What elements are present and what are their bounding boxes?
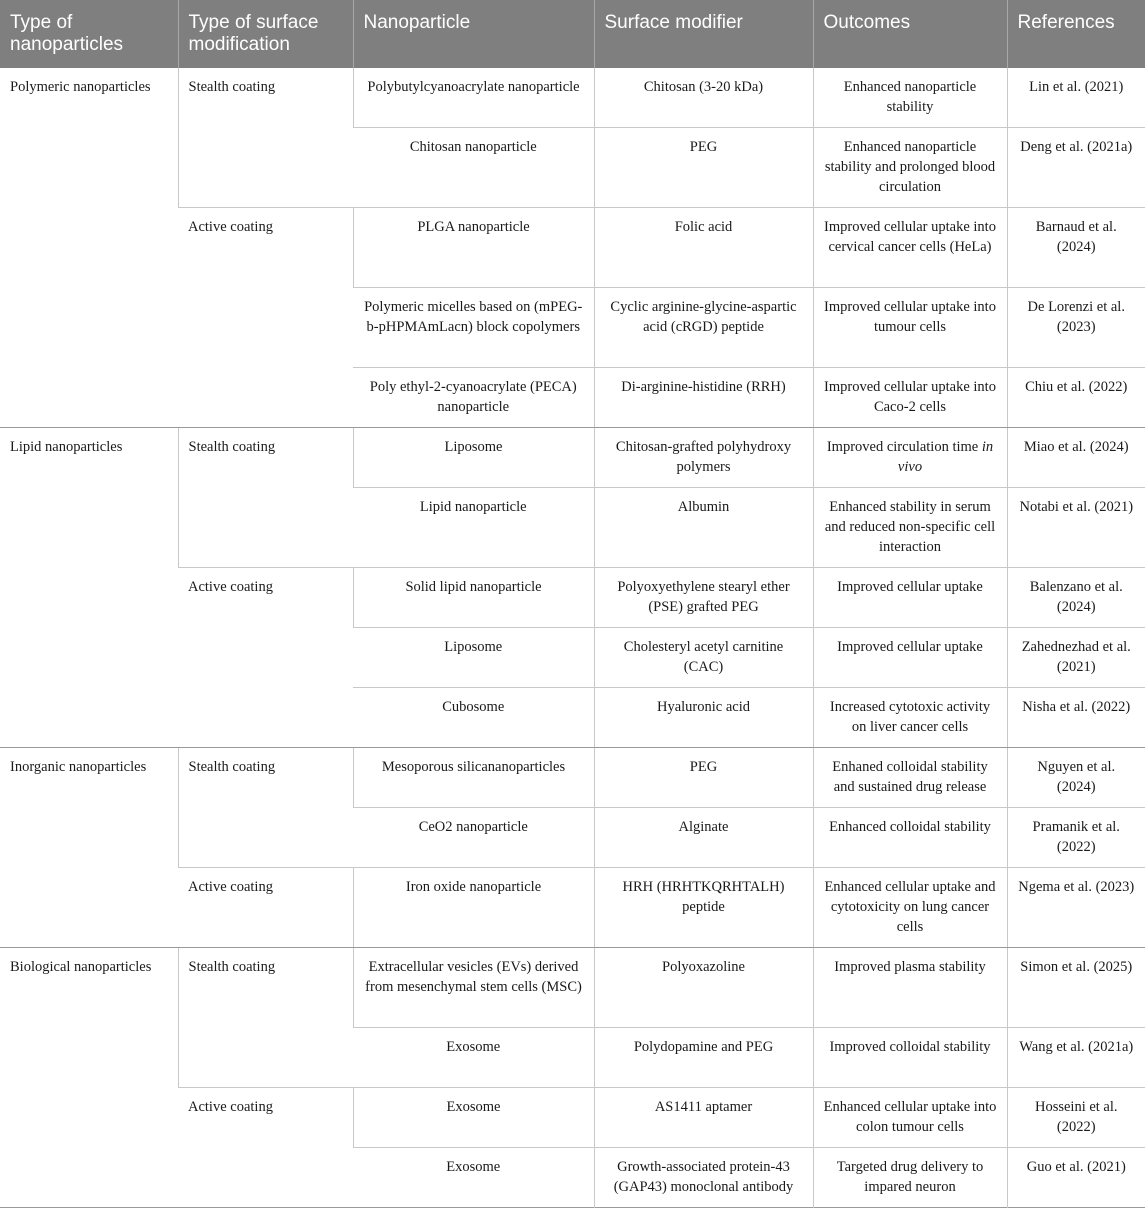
nanoparticle-cell: Liposome <box>353 628 594 688</box>
modifier-cell: Di-arginine-histidine (RRH) <box>594 368 813 428</box>
reference-cell: Lin et al. (2021) <box>1007 68 1145 128</box>
outcome-cell: Enhanced cellular uptake and cytotoxicity on lung cancer cells <box>813 868 1007 948</box>
outcome-cell: Enhanced nanoparticle stability and prolonged blood circulation <box>813 128 1007 208</box>
table-row <box>0 428 1145 488</box>
modification-type-cell: Active coating <box>188 1099 273 1115</box>
outcome-cell: Enhanced stability in serum and reduced non-specific cell interaction <box>813 488 1007 568</box>
modifier-cell: Chitosan (3-20 kDa) <box>594 68 813 128</box>
reference-cell: Simon et al. (2025) <box>1007 948 1145 1028</box>
modification-type-cell: Active coating <box>178 568 353 748</box>
modifier-cell: AS1411 aptamer <box>594 1088 813 1148</box>
outcome-cell: Improved colloidal stability <box>813 1028 1007 1088</box>
nanoparticle-cell: Chitosan nanoparticle <box>353 128 594 208</box>
nanoparticle-cell: Liposome <box>353 428 594 488</box>
reference-cell: Nguyen et al. (2024) <box>1007 748 1145 808</box>
table-header <box>0 0 1145 68</box>
outcome-text: Improved circulation time <box>826 439 979 455</box>
outcome-cell: Improved cellular uptake <box>813 628 1007 688</box>
nanoparticle-cell: PLGA nanoparticle <box>353 208 594 288</box>
modification-type-cell: Active coating <box>178 208 353 428</box>
modification-type-cell: Active coating <box>178 868 353 948</box>
modifier-cell: PEG <box>594 748 813 808</box>
nanoparticle-cell: Exosome <box>446 1159 501 1175</box>
outcome-cell: Enhanced nanoparticle stability <box>813 68 1007 128</box>
reference-cell: Notabi et al. (2021) <box>1007 488 1145 568</box>
reference-cell: Deng et al. (2021a) <box>1007 128 1145 208</box>
header-outcomes: Outcomes <box>813 0 1007 68</box>
group-type-cell: Polymeric nanoparticles <box>0 68 178 428</box>
reference-cell: Barnaud et al. (2024) <box>1007 208 1145 288</box>
outcome-cell <box>813 428 1007 488</box>
outcome-cell: Improved cellular uptake <box>813 568 1007 628</box>
table-row <box>0 748 1145 808</box>
group-type-cell: Inorganic nanoparticles <box>0 748 178 948</box>
header-type-of-surface-modification: Type of surface modification <box>178 0 353 68</box>
reference-cell: Wang et al. (2021a) <box>1007 1028 1145 1088</box>
nanoparticle-cell: Extracellular vesicles (EVs) derived from mesenchymal stem cells (MSC) <box>353 948 594 1028</box>
modifier-cell: Polydopamine and PEG <box>594 1028 813 1088</box>
modification-type-cell: Stealth coating <box>178 948 353 1088</box>
group-type-cell: Lipid nanoparticles <box>0 428 178 748</box>
nanoparticle-cell: Mesoporous silicananoparticles <box>353 748 594 808</box>
table-row <box>0 68 1145 128</box>
modification-type-cell: Stealth coating <box>178 68 353 208</box>
table-row <box>0 948 1145 1028</box>
nanoparticle-cell: Exosome <box>353 1088 594 1148</box>
header-type-of-nanoparticles: Type of nanoparticles <box>0 0 178 68</box>
outcome-cell: Increased cytotoxic activity on liver cancer cells <box>813 688 1007 748</box>
modifier-cell: Cholesteryl acetyl carnitine (CAC) <box>594 628 813 688</box>
nanoparticle-cell: Poly ethyl-2-cyanoacrylate (PECA) nanoparticle <box>353 368 594 428</box>
header-surface-modifier: Surface modifier <box>594 0 813 68</box>
nanoparticle-cell: Polybutylcyanoacrylate nanoparticle <box>353 68 594 128</box>
reference-cell: Hosseini et al. (2022) <box>1007 1088 1145 1148</box>
modifier-cell: Polyoxyethylene stearyl ether (PSE) grafted PEG <box>594 568 813 628</box>
modifier-cell: PEG <box>594 128 813 208</box>
nanoparticle-cell: Exosome <box>353 1028 594 1088</box>
nanoparticle-cell: Solid lipid nanoparticle <box>353 568 594 628</box>
nanoparticle-cell: Lipid nanoparticle <box>353 488 594 568</box>
outcome-cell: Enhaned colloidal stability and sustained drug release <box>813 748 1007 808</box>
modifier-cell: Hyaluronic acid <box>594 688 813 748</box>
outcome-cell: Improved cellular uptake into cervical cancer cells (HeLa) <box>813 208 1007 288</box>
outcome-cell: Improved cellular uptake into tumour cells <box>813 288 1007 368</box>
modifier-cell: Folic acid <box>594 208 813 288</box>
header-references: References <box>1007 0 1145 68</box>
outcome-cell: Enhanced cellular uptake into colon tumour cells <box>813 1088 1007 1148</box>
header-nanoparticle: Nanoparticle <box>353 0 594 68</box>
table-body <box>0 68 1145 1208</box>
reference-cell: Guo et al. (2021) <box>1007 1148 1145 1208</box>
modification-type-cell: Stealth coating <box>178 748 353 868</box>
nanoparticle-cell: CeO2 nanoparticle <box>353 808 594 868</box>
modifier-cell: Growth-associated protein-43 (GAP43) monoclonal antibody <box>594 1148 813 1208</box>
nanoparticle-cell: Cubosome <box>353 688 594 748</box>
modifier-cell: HRH (HRHTKQRHTALH) peptide <box>594 868 813 948</box>
header-row <box>0 0 1145 68</box>
group-type-cell: Biological nanoparticles <box>10 959 152 975</box>
outcome-cell: Enhanced colloidal stability <box>813 808 1007 868</box>
modifier-cell: Albumin <box>594 488 813 568</box>
modifier-cell: Polyoxazoline <box>594 948 813 1028</box>
modification-type-cell: Stealth coating <box>178 428 353 568</box>
nanoparticle-cell: Polymeric micelles based on (mPEG-b-pHPMAmLacn) block copolymers <box>353 288 594 368</box>
reference-cell: Balenzano et al. (2024) <box>1007 568 1145 628</box>
modifier-cell: Chitosan-grafted polyhydroxy polymers <box>594 428 813 488</box>
outcome-cell: Improved plasma stability <box>813 948 1007 1028</box>
modifier-cell: Alginate <box>594 808 813 868</box>
reference-cell: Miao et al. (2024) <box>1007 428 1145 488</box>
reference-cell: Ngema et al. (2023) <box>1007 868 1145 948</box>
reference-cell: Chiu et al. (2022) <box>1007 368 1145 428</box>
reference-cell: Zahednezhad et al. (2021) <box>1007 628 1145 688</box>
modifier-cell: Cyclic arginine-glycine-aspartic acid (cRGD) peptide <box>594 288 813 368</box>
nanoparticle-cell: Iron oxide nanoparticle <box>353 868 594 948</box>
outcome-cell: Targeted drug delivery to impared neuron <box>813 1148 1007 1208</box>
reference-cell: Pramanik et al. (2022) <box>1007 808 1145 868</box>
outcome-italic-text: in vivo <box>897 439 994 475</box>
reference-cell: De Lorenzi et al. (2023) <box>1007 288 1145 368</box>
outcome-cell: Improved cellular uptake into Caco-2 cells <box>813 368 1007 428</box>
reference-cell: Nisha et al. (2022) <box>1007 688 1145 748</box>
